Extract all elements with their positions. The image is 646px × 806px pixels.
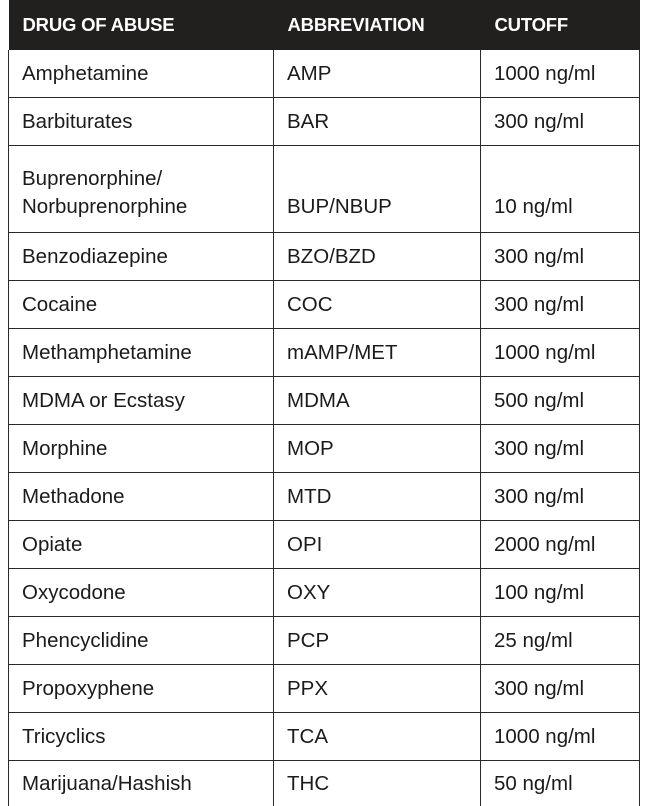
table-header	[9, 0, 640, 50]
abbreviation-cell: MDMA	[274, 377, 481, 425]
table-row	[9, 521, 640, 569]
abbreviation-cell: BUP/NBUP	[274, 146, 481, 233]
table-row	[9, 617, 640, 665]
cutoff-cell: 500 ng/ml	[481, 377, 640, 425]
drug-cell: Methadone	[9, 473, 274, 521]
cutoff-cell: 300 ng/ml	[481, 473, 640, 521]
cutoff-cell: 2000 ng/ml	[481, 521, 640, 569]
header-drug-of-abuse: DRUG OF ABUSE	[9, 0, 274, 50]
drug-cell: Propoxyphene	[9, 665, 274, 713]
drug-cell: Tricyclics	[9, 713, 274, 761]
table-body	[9, 50, 640, 806]
abbreviation-cell: MOP	[274, 425, 481, 473]
abbreviation-cell: PCP	[274, 617, 481, 665]
table-row	[9, 329, 640, 377]
drug-cell: Oxycodone	[9, 569, 274, 617]
drug-cell: Opiate	[9, 521, 274, 569]
table-row	[9, 98, 640, 146]
abbreviation-cell: BZO/BZD	[274, 233, 481, 281]
table-row	[9, 425, 640, 473]
cutoff-cell: 300 ng/ml	[481, 665, 640, 713]
drug-cell: Phencyclidine	[9, 617, 274, 665]
cutoff-cell: 300 ng/ml	[481, 233, 640, 281]
cutoff-cell: 300 ng/ml	[481, 98, 640, 146]
drug-cell: MDMA or Ecstasy	[9, 377, 274, 425]
table-row	[9, 713, 640, 761]
drug-cell: Amphetamine	[9, 50, 274, 98]
table-row	[9, 761, 640, 806]
abbreviation-cell: OPI	[274, 521, 481, 569]
cutoff-cell: 50 ng/ml	[481, 761, 640, 806]
header-abbreviation: ABBREVIATION	[274, 0, 481, 50]
drug-cell: Morphine	[9, 425, 274, 473]
abbreviation-cell: OXY	[274, 569, 481, 617]
cutoff-cell: 10 ng/ml	[481, 146, 640, 233]
cutoff-cell: 1000 ng/ml	[481, 329, 640, 377]
table-row	[9, 146, 640, 233]
table-row	[9, 665, 640, 713]
table-row	[9, 50, 640, 98]
drug-cell: Methamphetamine	[9, 329, 274, 377]
cutoff-cell: 25 ng/ml	[481, 617, 640, 665]
abbreviation-cell: TCA	[274, 713, 481, 761]
drug-name-line-1: Buprenorphine/	[22, 165, 273, 193]
cutoff-cell: 300 ng/ml	[481, 425, 640, 473]
abbreviation-cell: BAR	[274, 98, 481, 146]
drug-cell	[9, 146, 274, 233]
table-row	[9, 569, 640, 617]
abbreviation-cell: mAMP/MET	[274, 329, 481, 377]
drug-cell: Barbiturates	[9, 98, 274, 146]
abbreviation-cell: THC	[274, 761, 481, 806]
cutoff-cell: 1000 ng/ml	[481, 713, 640, 761]
abbreviation-cell: PPX	[274, 665, 481, 713]
cutoff-cell: 100 ng/ml	[481, 569, 640, 617]
cutoff-cell: 300 ng/ml	[481, 281, 640, 329]
header-cutoff: CUTOFF	[481, 0, 640, 50]
table-row	[9, 233, 640, 281]
table-row	[9, 377, 640, 425]
abbreviation-cell: COC	[274, 281, 481, 329]
abbreviation-cell: MTD	[274, 473, 481, 521]
header-row	[9, 0, 640, 50]
drug-cell: Marijuana/Hashish	[9, 761, 274, 806]
table-row	[9, 473, 640, 521]
drug-name-line-2: Norbuprenorphine	[22, 193, 273, 221]
drug-cell: Benzodiazepine	[9, 233, 274, 281]
cutoff-cell: 1000 ng/ml	[481, 50, 640, 98]
drug-cutoff-table	[8, 0, 640, 806]
drug-cell: Cocaine	[9, 281, 274, 329]
abbreviation-cell: AMP	[274, 50, 481, 98]
table-row	[9, 281, 640, 329]
